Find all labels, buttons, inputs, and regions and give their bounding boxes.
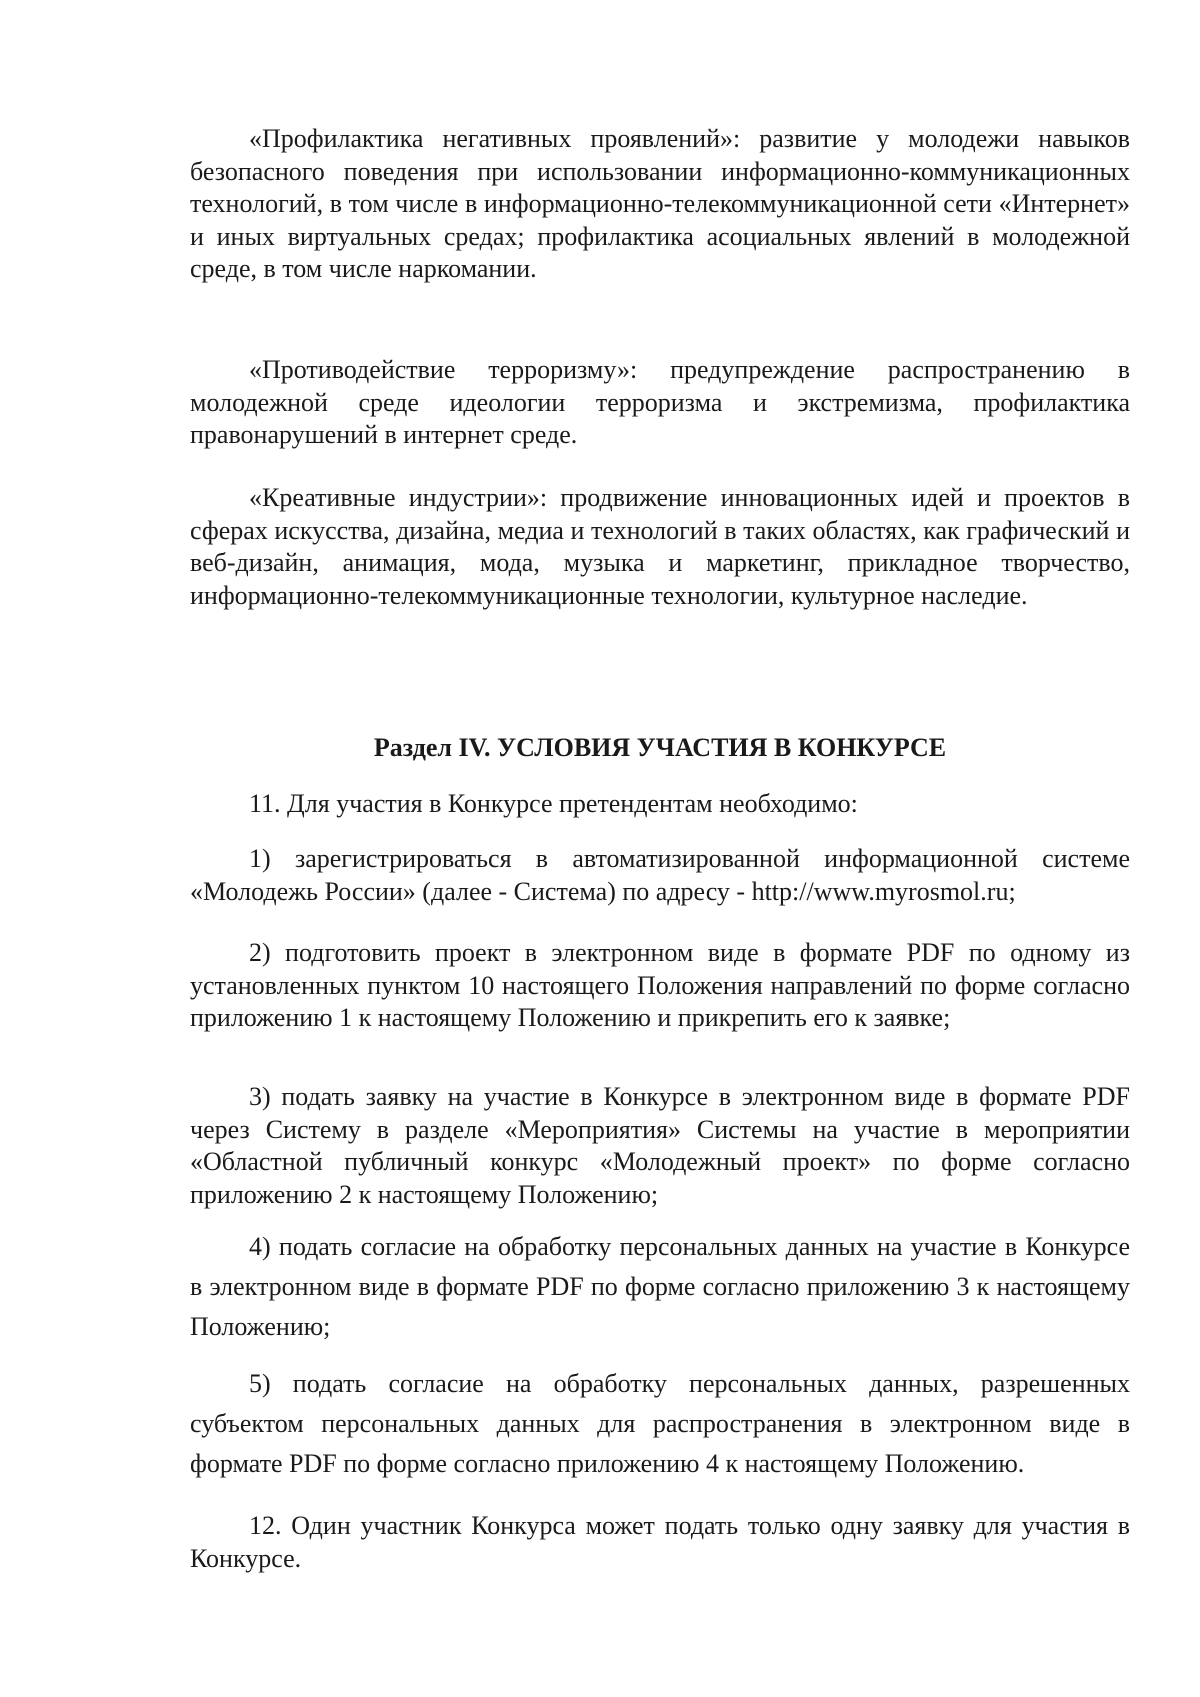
- clause-11-intro: 11. Для участия в Конкурсе претендентам необходимо:: [249, 789, 858, 818]
- paragraph-terrorism: «Противодействие терроризму»: предупреждение распространению в молодежной среде идеологии терроризма и экстремизма, профилактика правонарушений в интернет среде.: [190, 355, 1130, 449]
- clause-11-item-5: 5) подать согласие на обработку персональных данных, разрешенных субъектом персональных данных для распространения в электронном виде в формате PDF по форме согласно приложению 4 к настоящему Положению.: [190, 1369, 1130, 1478]
- clause-11-item-2: 2) подготовить проект в электронном виде в формате PDF по одному из установленных пунктом 10 настоящего Положения направлений по форме согласно приложению 1 к настоящему Положению и прикрепить его к заявке;: [190, 938, 1130, 1032]
- clause-11-item-3: 3) подать заявку на участие в Конкурсе в электронном виде в формате PDF через Систему в разделе «Мероприятия» Системы на участие в мероприятии «Областной публичный конкурс «Молодежный проект» по форме согласно приложению 2 к настоящему Положению;: [190, 1082, 1130, 1209]
- clause-12: 12. Один участник Конкурса может подать только одну заявку для участия в Конкурсе.: [190, 1511, 1130, 1573]
- clause-11-item-1: 1) зарегистрироваться в автоматизированной информационной системе «Молодежь России» (далее - Система) по адресу - http://www.myrosmol.ru;: [190, 844, 1130, 906]
- section-heading: Раздел IV. УСЛОВИЯ УЧАСТИЯ В КОНКУРСЕ: [373, 733, 947, 762]
- clause-11-item-4: 4) подать согласие на обработку персональных данных на участие в Конкурсе в электронном виде в формате PDF по форме согласно приложению 3 к настоящему Положению;: [190, 1232, 1130, 1341]
- paragraph-prevention: «Профилактика негативных проявлений»: развитие у молодежи навыков безопасного поведения при использовании информационно-коммуникационных технологий, в том числе в информационно-телекоммуникационной сети «Интернет» и иных виртуальных средах; профилактика асоциальных явлений в молодежной среде, в том числе наркомании.: [190, 124, 1130, 283]
- paragraph-creative-industries: «Креативные индустрии»: продвижение инновационных идей и проектов в сферах искусства, дизайна, медиа и технологий в таких областях, как графический и веб-дизайн, анимация, мода, музыка и маркетинг, прикладное творчество, информационно-телекоммуникационные технологии, культурное наследие.: [190, 483, 1130, 610]
